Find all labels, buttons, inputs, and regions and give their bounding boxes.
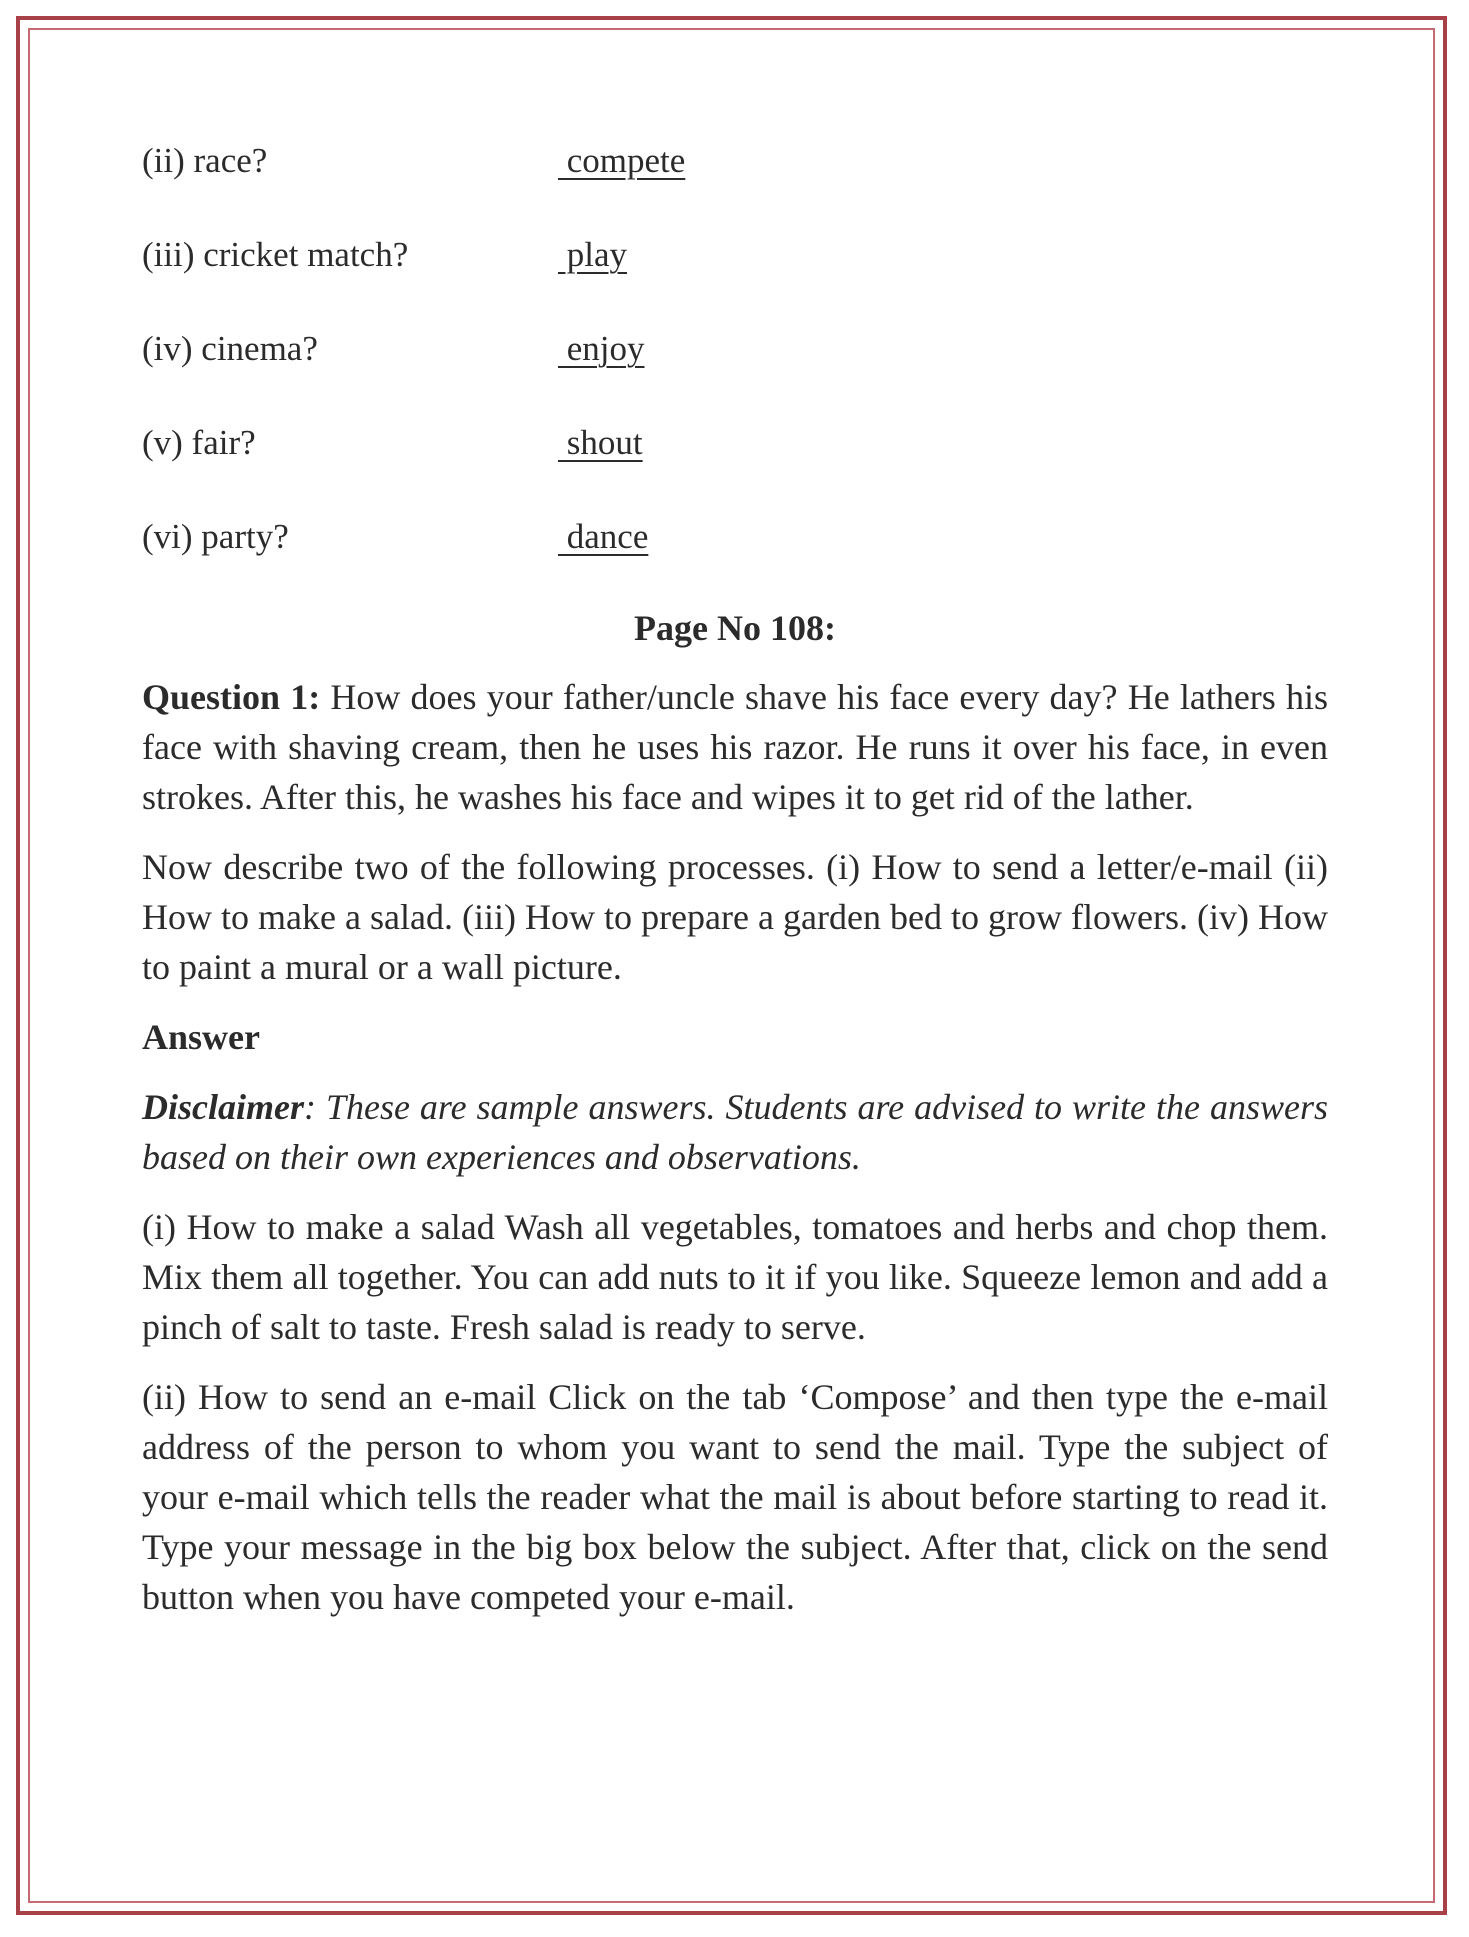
match-row [142, 140, 1328, 234]
match-question: (iv) cinema? [142, 329, 318, 368]
match-row [142, 516, 1328, 594]
match-answer: play [558, 235, 628, 274]
question-1 [142, 672, 1328, 822]
answer-paragraph-1: (i) How to make a salad Wash all vegetables, tomatoes and herbs and chop them. Mix them all together. You can add nuts to it if you like. Squeeze lemon and add a pinch of salt to taste. Fresh salad is ready to serve. [142, 1207, 1328, 1347]
page-heading: Page No 108: [634, 608, 836, 648]
disclaimer-label: Disclaimer [142, 1087, 304, 1127]
match-question: (vi) party? [142, 517, 289, 556]
match-question: (iii) cricket match? [142, 235, 409, 274]
page-content [142, 140, 1328, 1642]
match-row [142, 422, 1328, 516]
match-answer: shout [558, 423, 643, 462]
answer-paragraph-2: (ii) How to send an e-mail Click on the tab ‘Compose’ and then type the e-mail address of the person to whom you want to send the mail. Type the subject of your e-mail which tells the reader what the mail is about before starting to read it. Type your message in the big box below the subject. After that, click on the send button when you have competed your e-mail. [142, 1377, 1328, 1617]
question-1-text: How does your father/uncle shave his face every day? He lathers his face with shaving cream, then he uses his razor. He runs it over his face, in even strokes. After this, he washes his face and wipes it to get rid of the lather. [142, 677, 1329, 817]
match-answer: dance [558, 517, 649, 556]
answer-heading: Answer [142, 1017, 260, 1057]
disclaimer-paragraph [142, 1082, 1328, 1182]
instruction-paragraph: Now describe two of the following processes. (i) How to send a letter/e-mail (ii) How to make a salad. (iii) How to prepare a garden bed to grow flowers. (iv) How to paint a mural or a wall picture. [142, 847, 1328, 987]
question-1-label: Question 1: [142, 677, 321, 717]
match-answer: compete [558, 141, 686, 180]
match-row [142, 234, 1328, 328]
match-row [142, 328, 1328, 422]
match-question: (v) fair? [142, 423, 256, 462]
match-question: (ii) race? [142, 141, 268, 180]
disclaimer-text: : These are sample answers. Students are advised to write the answers based on their own experiences and observations. [142, 1087, 1328, 1177]
match-answer: enjoy [558, 329, 645, 368]
